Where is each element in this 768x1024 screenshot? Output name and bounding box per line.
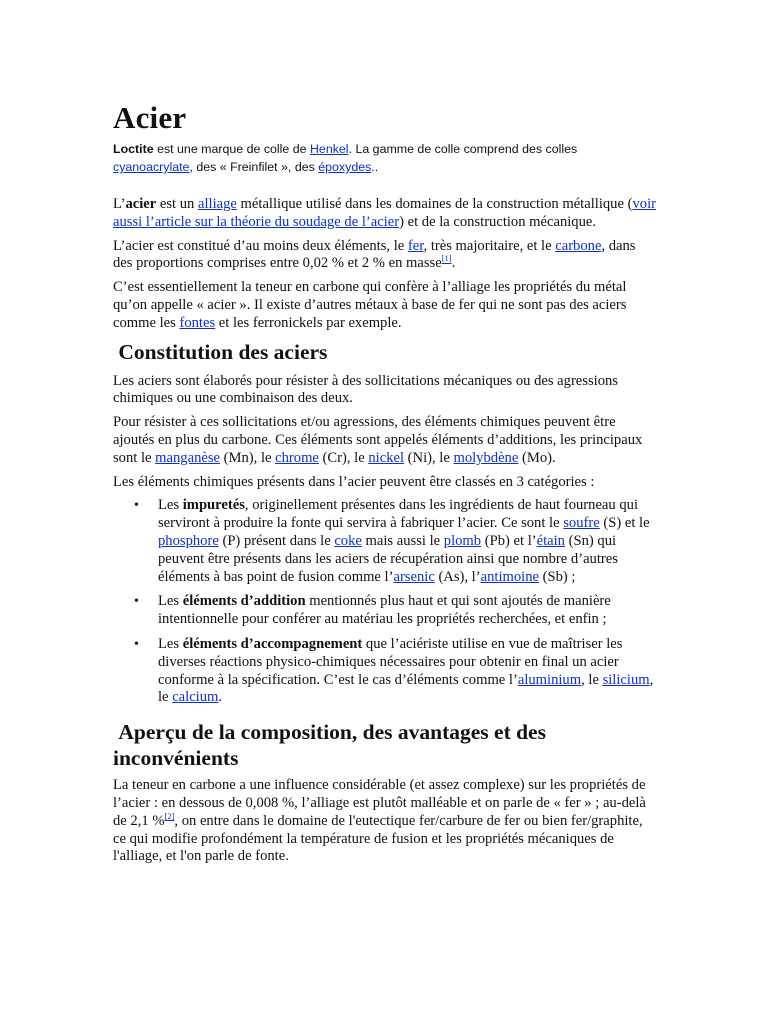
- paragraph-carbon-content: [113, 279, 658, 332]
- bullet-icon: •: [134, 636, 139, 652]
- link-cyanoacrylate[interactable]: cyanoacrylate: [113, 160, 190, 174]
- link-silicium[interactable]: silicium: [602, 671, 650, 688]
- text: , dans des proportions comprises entre 0,02 % et 2 % en masse: [113, 237, 636, 272]
- paragraph-composition: [113, 238, 658, 274]
- list-item-addition-elements: [134, 593, 658, 629]
- page-title: Acier: [113, 100, 187, 135]
- text: .: [218, 689, 223, 706]
- link-chrome[interactable]: chrome: [275, 449, 319, 466]
- text: La teneur en carbone a une influence considérable (et assez complexe) sur les propriétés de l’acier : en dessous de 0,008 %, l’alliage est plutôt malléable et on parle de « fer » ; au-delà de 2,1 %: [113, 777, 646, 829]
- link-henkel[interactable]: Henkel: [309, 142, 349, 156]
- text: (Ni), le: [404, 449, 454, 466]
- text: Les: [158, 593, 183, 610]
- link-phosphore[interactable]: phosphore: [158, 532, 219, 549]
- link-molybdene[interactable]: molybdène: [453, 449, 519, 466]
- link-manganese[interactable]: manganèse: [155, 449, 221, 466]
- text: est un: [156, 196, 198, 212]
- link-arsenic[interactable]: arsenic: [393, 568, 435, 585]
- link-soudage[interactable]: voir aussi l’article sur la théorie du soudage de l’acier: [113, 196, 656, 230]
- text: , on entre dans le domaine de l'eutectique fer/carbure de fer ou bien fer/graphite, ce qui modifie profondément la température de fusion et les propriétés mécaniques de l'alliage, et l'on parle de fonte.: [113, 812, 643, 865]
- link-antimoine[interactable]: antimoine: [480, 568, 539, 585]
- brand-name: Loctite: [113, 142, 154, 156]
- section-heading-constitution: [113, 339, 658, 365]
- paragraph-additions: [113, 414, 658, 467]
- link-epoxydes[interactable]: époxydes: [318, 160, 372, 174]
- text: ) et de la construction mécanique.: [399, 213, 597, 230]
- link-soufre[interactable]: soufre: [563, 515, 600, 532]
- text: , le: [581, 671, 603, 688]
- text: , originellement présentes dans les ingrédients de haut fourneau qui serviront à produire la fonte qui servira à fabriquer l’acier. Ce sont le: [158, 497, 638, 532]
- list-item-impurities: [134, 497, 658, 586]
- link-nickel[interactable]: nickel: [368, 449, 405, 466]
- bold-term: impuretés: [182, 497, 245, 514]
- bold-term: acier: [125, 196, 157, 212]
- text: et les ferronickels par exemple.: [215, 314, 402, 331]
- text: L’acier est constitué d’au moins deux éléments, le: [113, 237, 408, 254]
- text: que l’aciériste utilise en vue de maîtriser les diverses réactions physico-chimiques nécessaires pour obtenir en final un acier conforme à la spécification. C’est le cas d’éléments comme l’: [158, 635, 623, 688]
- text: (Sn) qui peuvent être présents dans les aciers de récupération ainsi que nombre d’autres éléments à bas point de fusion comme l’: [158, 532, 618, 585]
- document-page: [113, 98, 658, 872]
- link-plomb[interactable]: plomb: [443, 532, 482, 549]
- text: métallique utilisé dans les domaines de la construction métallique (: [236, 196, 633, 212]
- paragraph-elaboration: Les aciers sont élaborés pour résister à des sollicitations mécaniques ou des agressions chimiques ou une combinaison des deux.: [113, 372, 618, 407]
- paragraph-categories: Les éléments chimiques présents dans l’acier peuvent être classés en 3 catégories :: [113, 473, 595, 490]
- text: mentionnés plus haut et qui sont ajoutés de manière intentionnelle pour conférer au matériau les propriétés recherchées, et enfin ;: [158, 593, 611, 628]
- intro-text: . La gamme de colle comprend des colles: [348, 142, 578, 156]
- text: , très majoritaire, et le: [423, 237, 556, 254]
- text: Les: [158, 497, 183, 514]
- reference-2[interactable]: [2]: [164, 810, 175, 821]
- paragraph-definition: [113, 196, 658, 232]
- bullet-icon: •: [134, 594, 139, 610]
- intro-text: ..: [371, 160, 379, 174]
- list-item-accompanying-elements: [134, 635, 658, 707]
- intro-paragraph: [113, 140, 658, 176]
- text: .: [451, 255, 456, 272]
- text: (Cr), le: [318, 449, 369, 466]
- text: (P) présent dans le: [218, 532, 335, 549]
- heading-text: Constitution des aciers: [118, 339, 328, 364]
- categories-list: [113, 497, 658, 707]
- text: Pour résister à ces sollicitations et/ou agressions, des éléments chimiques peuvent être ajoutés en plus du carbone. Ces éléments sont appelés éléments d’additions, les principaux sont le: [113, 414, 643, 466]
- bullet-icon: •: [134, 498, 139, 514]
- bold-term: éléments d’addition: [182, 593, 306, 610]
- link-carbone[interactable]: carbone: [555, 237, 602, 254]
- heading-text: Aperçu de la composition, des avantages et des inconvénients: [113, 720, 546, 771]
- text: Les: [158, 635, 183, 652]
- link-calcium[interactable]: calcium: [172, 689, 219, 706]
- link-coke[interactable]: coke: [334, 532, 362, 549]
- paragraph-carbon-influence: [113, 777, 658, 866]
- text: mais aussi le: [361, 532, 444, 549]
- intro-text: est une marque de colle de: [153, 142, 310, 156]
- link-fontes[interactable]: fontes: [179, 314, 216, 331]
- link-fer[interactable]: fer: [407, 237, 424, 254]
- text: (As), l’: [434, 568, 481, 585]
- intro-text: , des « Freinfilet », des: [189, 160, 319, 174]
- link-alliage[interactable]: alliage: [198, 196, 237, 212]
- link-aluminium[interactable]: aluminium: [517, 671, 582, 688]
- reference-1[interactable]: [1]: [441, 253, 452, 264]
- text: (Pb) et l’: [481, 532, 537, 549]
- text: (Mo).: [518, 449, 556, 466]
- section-heading-composition: [113, 719, 658, 771]
- text: (Mn), le: [220, 449, 276, 466]
- bold-term: éléments d’accompagnement: [182, 635, 363, 652]
- text: C’est essentiellement la teneur en carbone qui confère à l’alliage les propriétés du métal qu’on appelle « acier ». Il existe d’autres métaux à base de fer qui ne sont pas des aciers comme les: [113, 279, 627, 331]
- link-etain[interactable]: étain: [536, 532, 565, 549]
- text: L’: [113, 196, 126, 212]
- text: (S) et le: [599, 515, 650, 532]
- text: , le: [158, 671, 654, 706]
- text: (Sb) ;: [538, 568, 576, 585]
